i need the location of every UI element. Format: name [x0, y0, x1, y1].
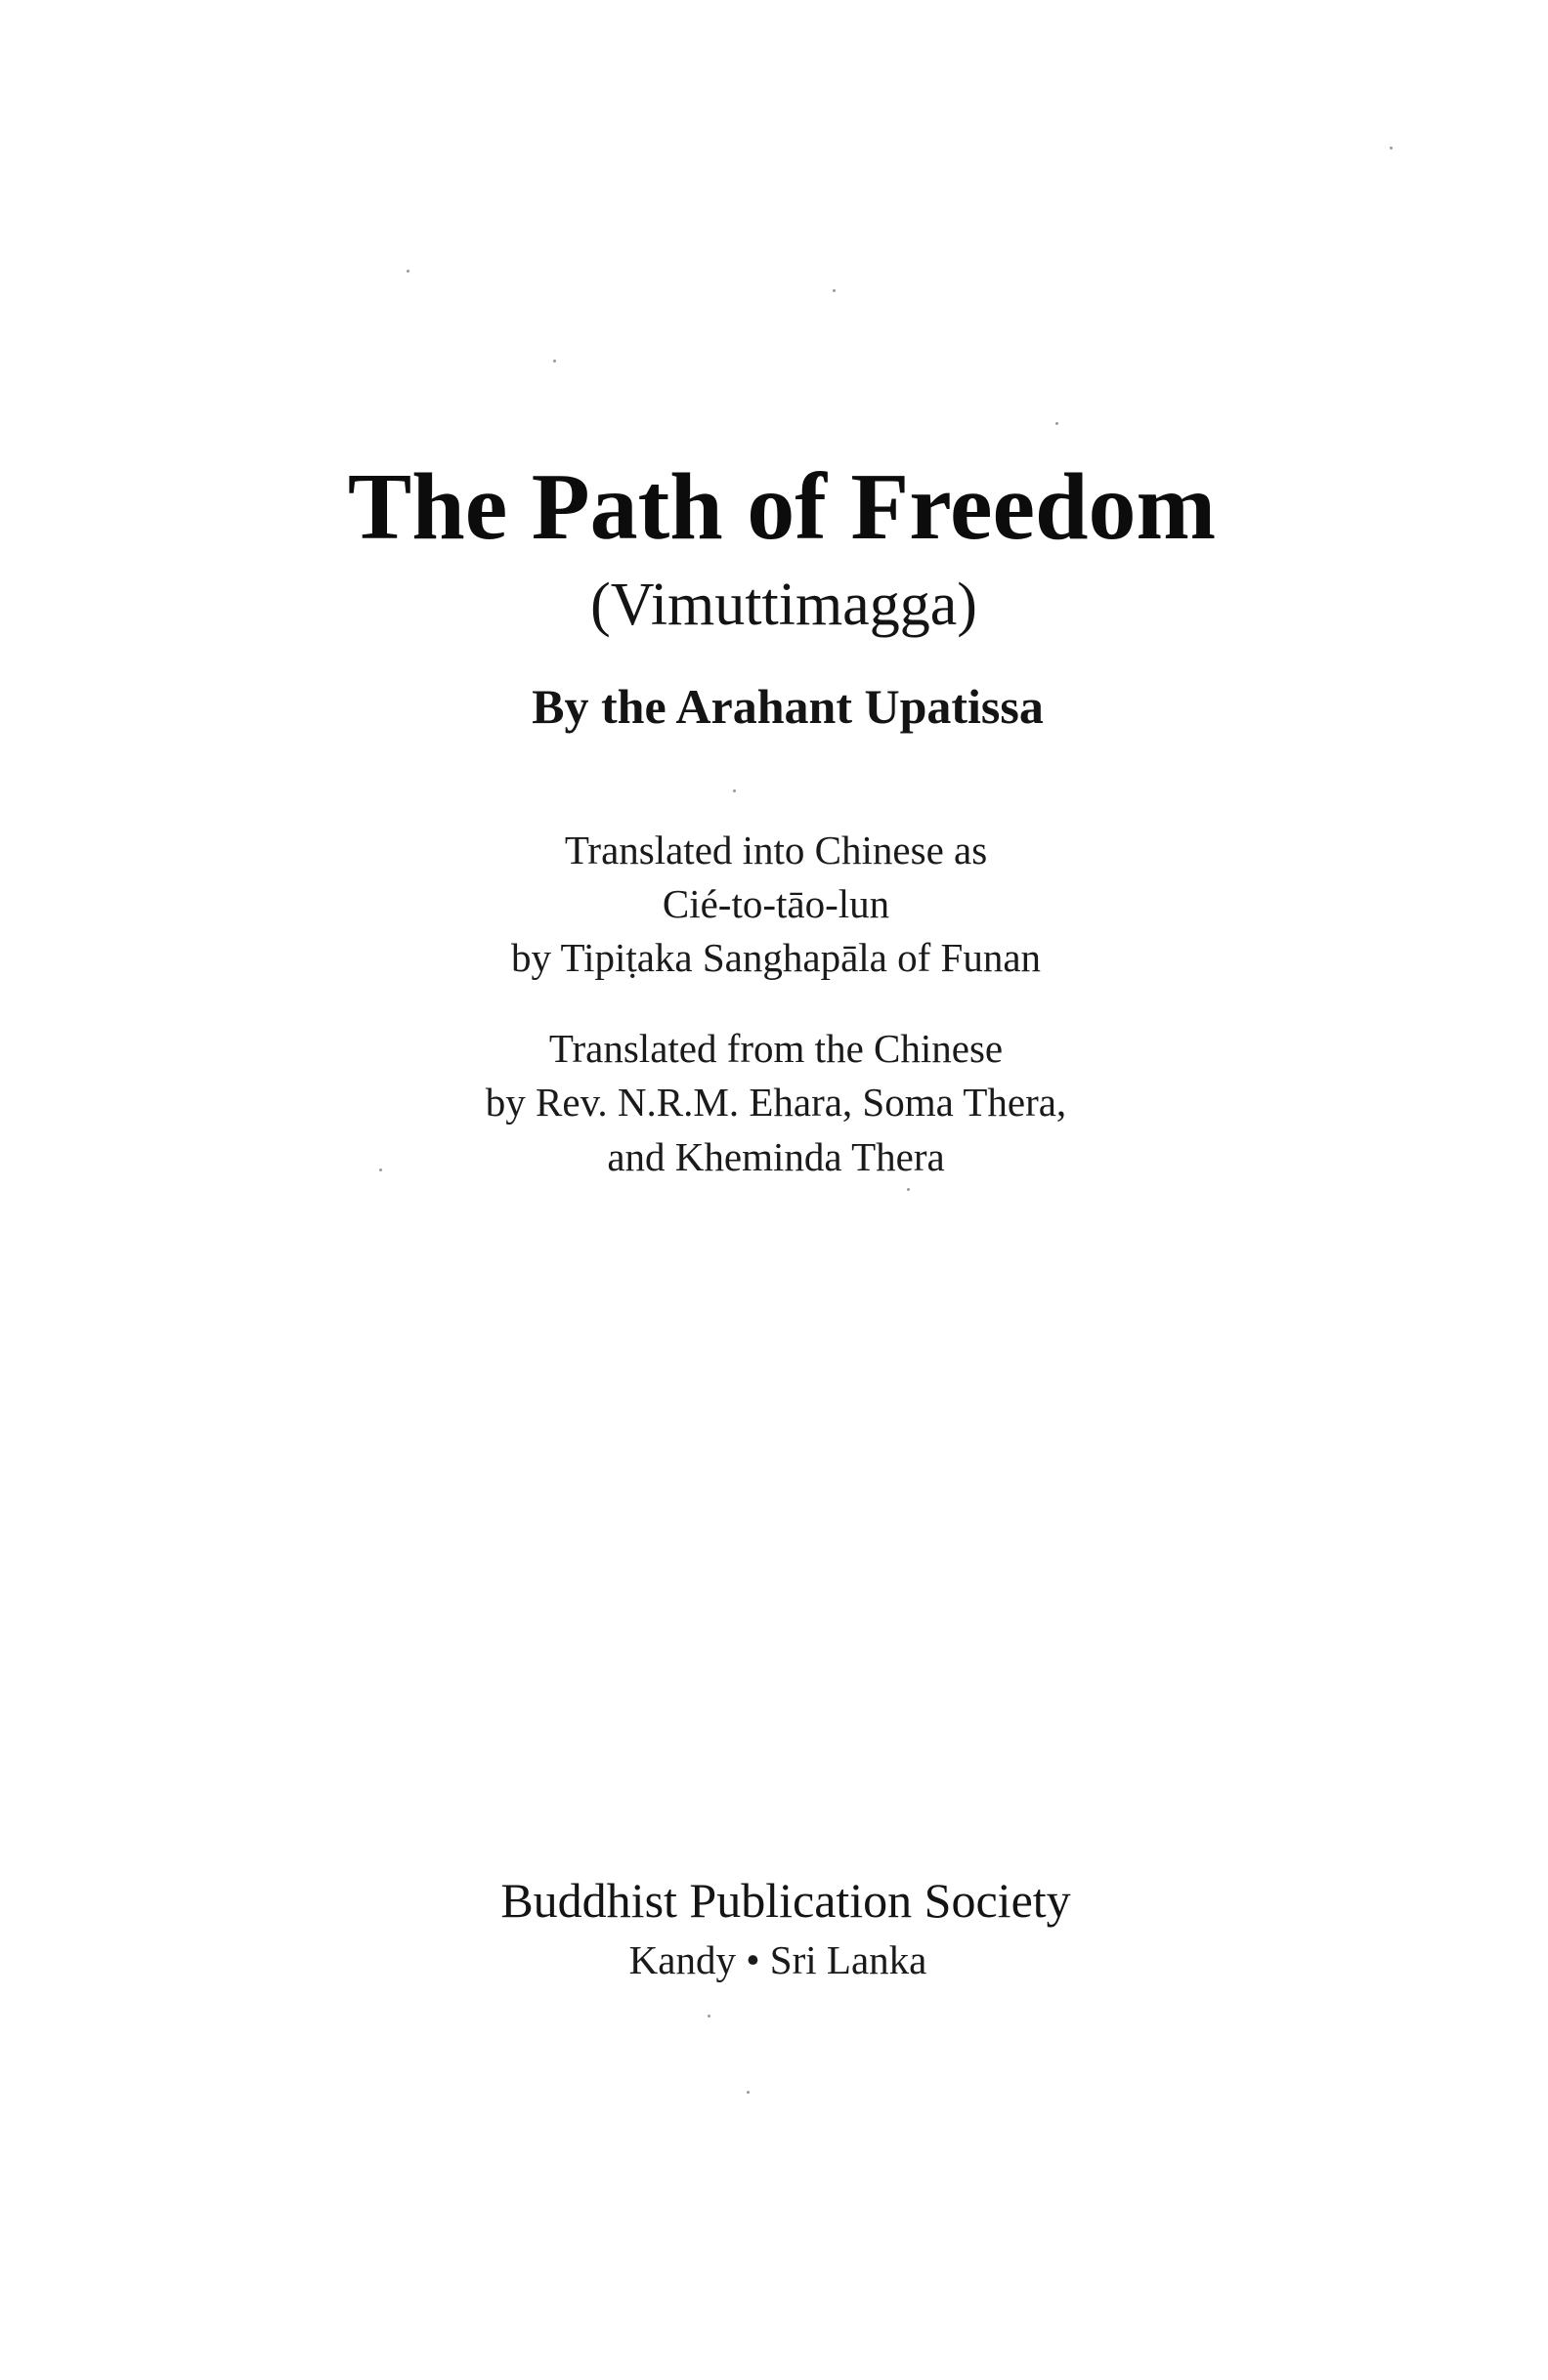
english-translators: by Rev. N.R.M. Ehara, Soma Thera, [485, 1080, 1067, 1125]
publisher-name: Buddhist Publication Society [500, 1873, 1071, 1928]
author-line: By the Arahant Upatissa [532, 679, 1044, 734]
scan-speck [1055, 422, 1058, 425]
scan-speck [708, 2015, 710, 2018]
scan-speck [407, 270, 409, 273]
english-translators-continued: and Kheminda Thera [607, 1134, 945, 1179]
scan-speck [907, 1188, 910, 1191]
chinese-title: Cié-to-tāo-lun [662, 881, 890, 926]
scan-speck [733, 789, 736, 792]
book-title: The Path of Freedom [347, 454, 1217, 560]
book-subtitle: (Vimuttimagga) [590, 572, 977, 638]
chinese-translation-line-1: Translated into Chinese as [564, 828, 988, 872]
scan-speck [833, 289, 836, 292]
scan-speck [553, 360, 556, 362]
publisher-place: Kandy • Sri Lanka [628, 1937, 927, 1982]
chinese-translator: by Tipiṭaka Sanghapāla of Funan [510, 935, 1042, 980]
scan-speck [1390, 147, 1393, 149]
scan-speck [747, 2091, 750, 2094]
scan-speck [379, 1169, 382, 1171]
english-translation-line-1: Translated from the Chinese [548, 1026, 1004, 1071]
